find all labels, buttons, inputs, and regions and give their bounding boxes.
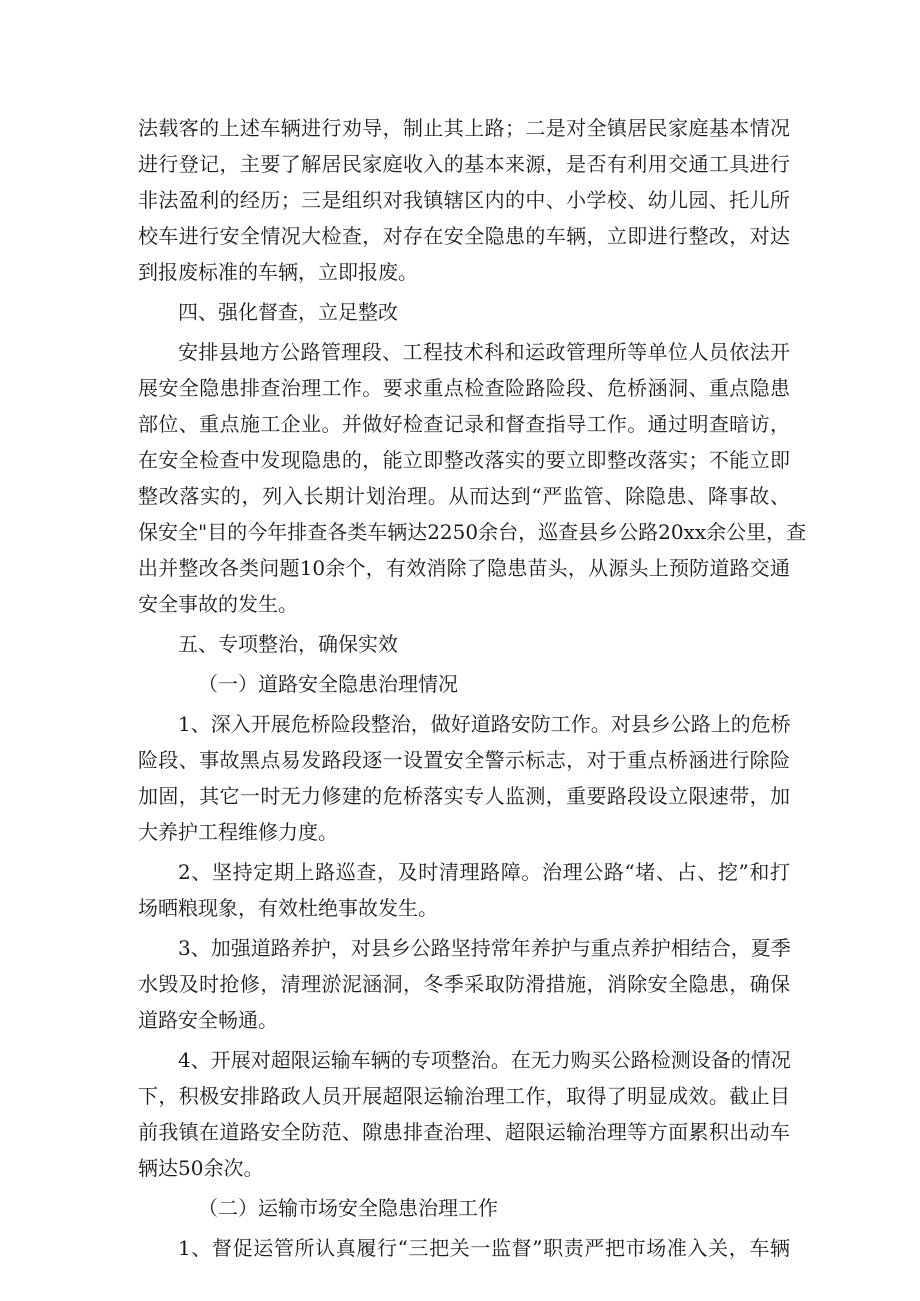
text-line: 加固，其它一时无力修建的危桥落实专人监测，重要路段设立限速带，加 bbox=[138, 784, 790, 808]
text-line: 展安全隐患排查治理工作。要求重点检查险路险段、危桥涵洞、重点隐患 bbox=[138, 376, 790, 400]
text-line: 1、深入开展危桥险段整治，做好道路安防工作。对县乡公路上的危桥 bbox=[178, 712, 791, 736]
text-line: 大养护工程维修力度。 bbox=[138, 820, 338, 844]
text-line: 安排县地方公路管理段、工程技术科和运政管理所等单位人员依法开 bbox=[178, 340, 790, 364]
text-line: 安全事故的发生。 bbox=[138, 592, 298, 616]
paragraph bbox=[138, 1190, 790, 1226]
paragraph bbox=[138, 1042, 790, 1186]
text-line: 辆达50余次。 bbox=[138, 1156, 264, 1180]
text-line: 道路安全畅通。 bbox=[138, 1008, 278, 1032]
paragraph bbox=[138, 626, 790, 662]
text-line: 水毁及时抢修，清理淤泥涵洞，冬季采取防滑措施，消除安全隐患，确保 bbox=[138, 972, 790, 996]
text-line: 部位、重点施工企业。并做好检查记录和督查指导工作。通过明查暗访， bbox=[138, 412, 790, 436]
text-line: 2、坚持定期上路巡查，及时清理路障。治理公路“堵、占、挖”和打 bbox=[178, 860, 790, 884]
text-line: 在安全检查中发现隐患的，能立即整改落实的要立即整改落实；不能立即 bbox=[138, 448, 790, 472]
text-line: 法载客的上述车辆进行劝导，制止其上路；二是对全镇居民家庭基本情况 bbox=[138, 116, 790, 140]
paragraph bbox=[138, 1230, 790, 1266]
paragraph bbox=[138, 110, 790, 290]
text-line: 4、开展对超限运输车辆的专项整治。在无力购买公路检测设备的情况 bbox=[178, 1048, 791, 1072]
text-line: 场晒粮现象，有效杜绝事故发生。 bbox=[138, 896, 438, 920]
text-line: 保安全"目的今年排查各类车辆达2250余台，巡查县乡公路20xx余公里，查 bbox=[138, 520, 807, 544]
text-line: 进行登记，主要了解居民家庭收入的基本来源，是否有利用交通工具进行 bbox=[138, 152, 790, 176]
text-line: 出并整改各类问题10余个，有效消除了隐患苗头，从源头上预防道路交通 bbox=[138, 556, 790, 580]
text-line: 险段、事故黑点易发路段逐一设置安全警示标志，对于重点桥涵进行除险 bbox=[138, 748, 790, 772]
paragraph bbox=[138, 294, 790, 330]
text-line: 整改落实的，列入长期计划治理。从而达到“严监管、除隐患、降事故、 bbox=[138, 484, 790, 508]
text-line: 非法盈利的经历；三是组织对我镇辖区内的中、小学校、幼儿园、托儿所 bbox=[138, 188, 790, 212]
paragraph bbox=[138, 854, 790, 926]
text-line: （二）运输市场安全隐患治理工作 bbox=[198, 1196, 498, 1220]
text-line: 校车进行安全情况大检查，对存在安全隐患的车辆，立即进行整改，对达 bbox=[138, 224, 790, 248]
text-line: 四、强化督查，立足整改 bbox=[178, 300, 398, 324]
body-text bbox=[138, 110, 807, 1266]
text-line: 前我镇在道路安全防范、隙患排查治理、超限运输治理等方面累积出动车 bbox=[138, 1120, 790, 1144]
paragraph bbox=[138, 930, 790, 1038]
text-line: 下，积极安排路政人员开展超限运输治理工作，取得了明显成效。截止目 bbox=[138, 1084, 790, 1108]
text-line: 五、专项整治，确保实效 bbox=[178, 632, 398, 656]
paragraph bbox=[138, 706, 790, 850]
text-line: 3、加强道路养护，对县乡公路坚持常年养护与重点养护相结合，夏季 bbox=[178, 936, 791, 960]
text-line: 到报废标准的车辆，立即报废。 bbox=[138, 260, 418, 284]
text-line: （一）道路安全隐患治理情况 bbox=[198, 672, 458, 696]
paragraph bbox=[138, 334, 807, 622]
text-line: 1、督促运管所认真履行“三把关一监督”职责严把市场准入关，车辆 bbox=[178, 1236, 790, 1260]
paragraph bbox=[138, 666, 790, 702]
